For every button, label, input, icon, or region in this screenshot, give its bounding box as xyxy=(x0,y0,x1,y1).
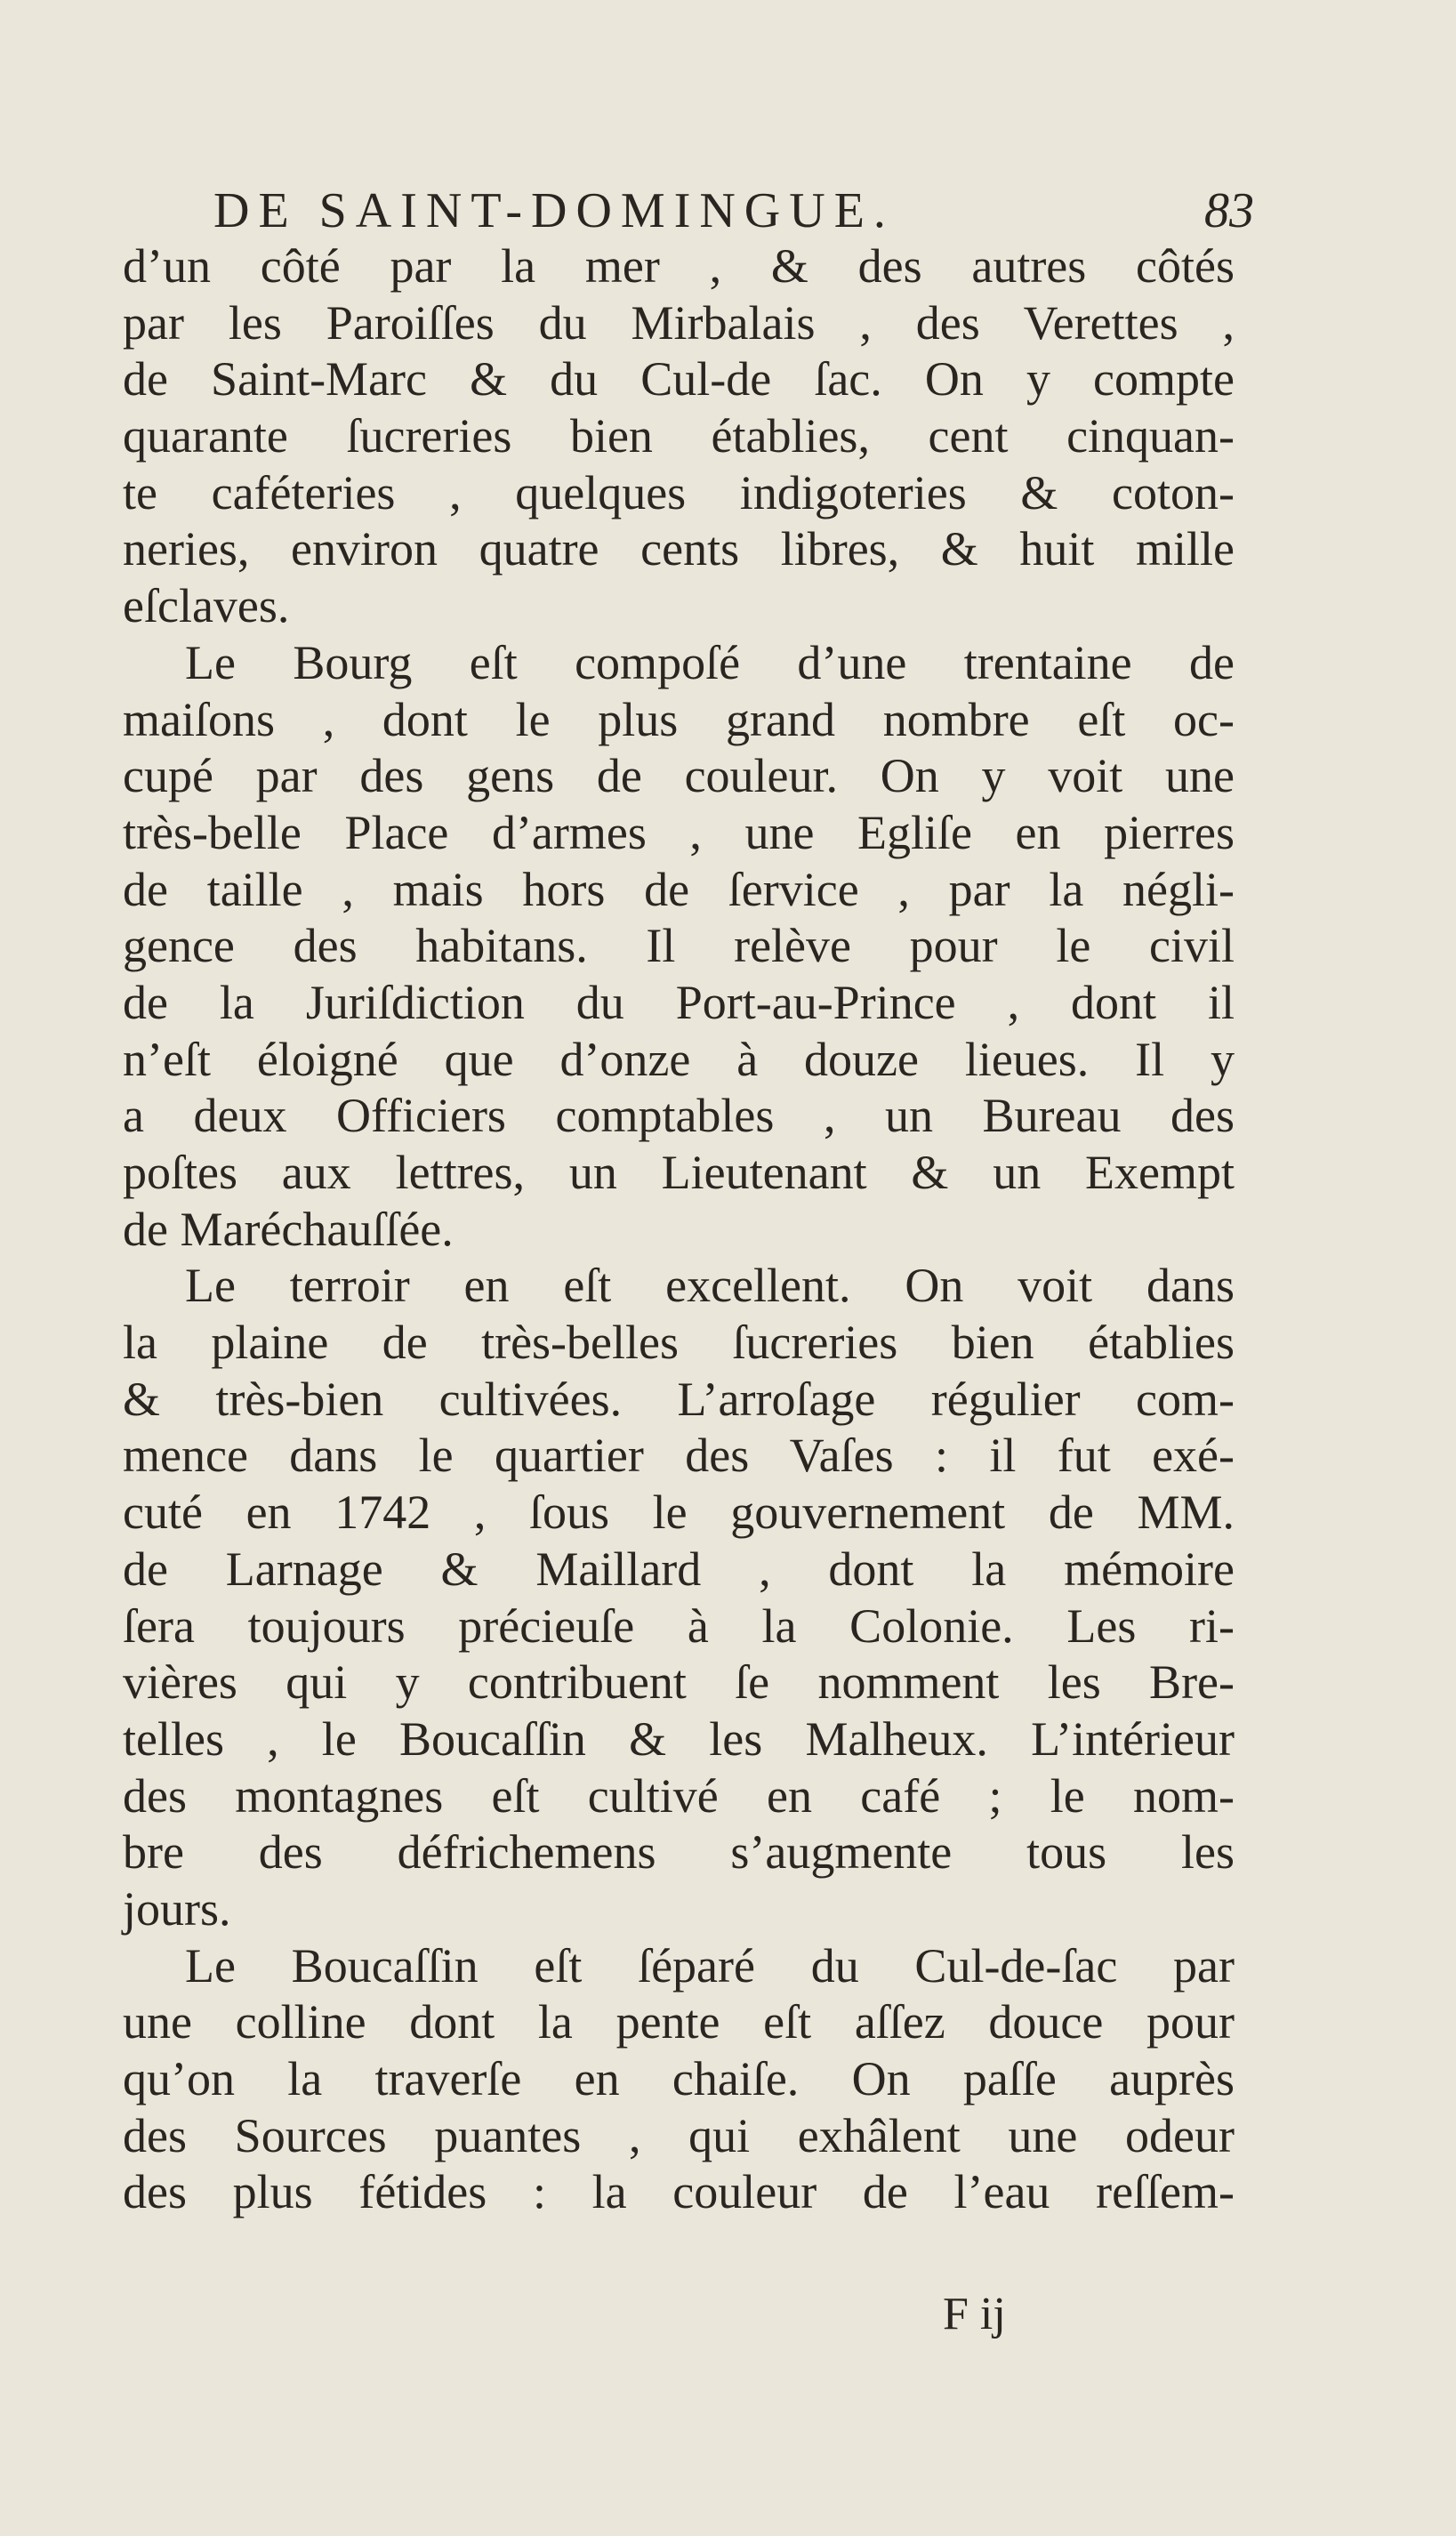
text-line: quarante ſucreries bien établies, cent cinquan- xyxy=(123,409,1235,463)
text-line: & très-bien cultivées. L’arroſage régulier com- xyxy=(123,1372,1235,1426)
text-line: vières qui y contribuent ſe nomment les Bre- xyxy=(123,1655,1235,1710)
text-line: maiſons , dont le plus grand nombre eſt oc- xyxy=(123,692,1235,746)
text-line: des Sources puantes , qui exhâlent une odeur xyxy=(123,2108,1235,2162)
text-line: des montagnes eſt cultivé en café ; le nom- xyxy=(123,1768,1235,1823)
text-line: très-belle Place d’armes , une Egliſe en pierres xyxy=(123,805,1235,859)
text-line: neries, environ quatre cents libres, & huit mille xyxy=(123,522,1235,576)
text-line: Le terroir en eſt excellent. On voit dans xyxy=(185,1259,1235,1313)
body-text xyxy=(123,238,1235,2221)
text-line: Le Bourg eſt compoſé d’une trentaine de xyxy=(185,635,1235,689)
text-line: cuté en 1742 , ſous le gouvernement de MM. xyxy=(123,1485,1235,1540)
text-line: de taille , mais hors de ſervice , par la négli- xyxy=(123,862,1235,916)
text-line: de Saint-Marc & du Cul-de ſac. On y compte xyxy=(123,352,1235,407)
page-number: 83 xyxy=(1204,183,1254,238)
running-title: DE SAINT-DOMINGUE. xyxy=(213,183,895,238)
text-line: mence dans le quartier des Vaſes : il fut exé- xyxy=(123,1429,1235,1483)
text-line: bre des défrichemens s’augmente tous les xyxy=(123,1825,1235,1880)
text-line: a deux Officiers comptables , un Bureau des xyxy=(123,1089,1235,1143)
text-line: Le Boucaſſin eſt ſéparé du Cul-de-ſac par xyxy=(185,1938,1235,1993)
text-line: de Maréchauſſée. xyxy=(123,1202,454,1256)
text-line: d’un côté par la mer , & des autres côtés xyxy=(123,239,1235,293)
text-line: de Larnage & Maillard , dont la mémoire xyxy=(123,1542,1235,1596)
text-line: poſtes aux lettres, un Lieutenant & un Exempt xyxy=(123,1146,1235,1199)
text-line: eſclaves. xyxy=(123,579,290,633)
text-line: telles , le Boucaſſin & les Malheux. L’intérieur xyxy=(123,1711,1235,1766)
signature-mark: F ij xyxy=(943,2289,1006,2339)
text-line: la plaine de très-belles ſucreries bien établies xyxy=(123,1316,1235,1370)
text-line: par les Paroiſſes du Mirbalais , des Verettes , xyxy=(123,295,1235,350)
text-line: des plus fétides : la couleur de l’eau reſſem- xyxy=(123,2165,1235,2219)
text-line: gence des habitans. Il relève pour le civil xyxy=(123,919,1235,973)
text-line: cupé par des gens de couleur. On y voit une xyxy=(123,749,1235,803)
text-line: te caféteries , quelques indigoteries & coton- xyxy=(123,465,1235,519)
text-line: jours. xyxy=(123,1881,231,1936)
text-line: une colline dont la pente eſt aſſez douce pour xyxy=(123,1995,1235,2049)
text-line: n’eſt éloigné que d’onze à douze lieues. Il y xyxy=(123,1032,1235,1086)
text-line: ſera toujours précieuſe à la Colonie. Les ri- xyxy=(123,1598,1235,1653)
text-line: de la Juriſdiction du Port-au-Prince , dont il xyxy=(123,975,1235,1029)
text-line: qu’on la traverſe en chaiſe. On paſſe auprès xyxy=(123,2052,1235,2105)
